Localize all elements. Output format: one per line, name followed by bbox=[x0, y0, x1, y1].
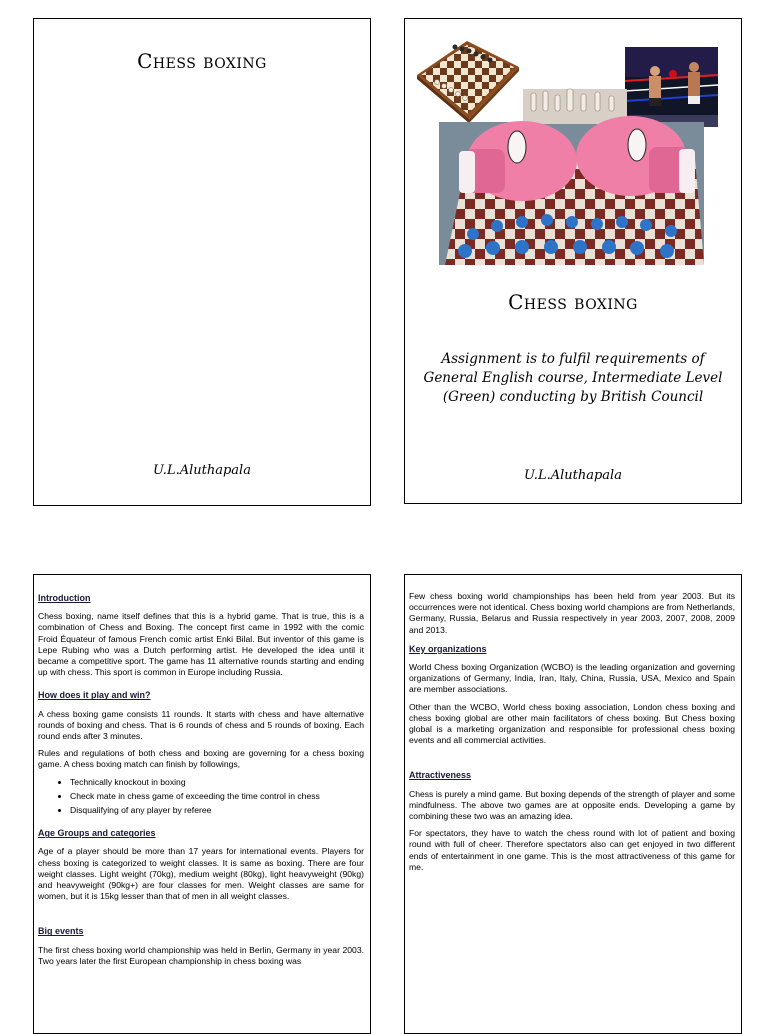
paragraph-rounds: A chess boxing game consists 11 rounds. It starts with chess and have alternative rounds of boxing and chess. That is 6 rounds of chess and 5 rounds of boxing. Each round ends after 3 minutes. bbox=[38, 708, 364, 742]
assignment-text: Assignment is to fulfil requirements of General English course, Intermediate Level (Green) conducting by British Council bbox=[423, 351, 723, 405]
cover-title: Chess boxing bbox=[137, 49, 267, 73]
paragraph-big-events: The first chess boxing world championship was held in Berlin, Germany in year 2003. Two years later the first European championship in chess boxing was bbox=[38, 944, 364, 966]
paragraph-other-organizations: Other than the WCBO, World chess boxing association, London chess boxing and chess boxing global are other main facilitators of chess boxing. But Chess boxing global is a marketing organization and responsible for professional chess boxing events and all commercial activities. bbox=[409, 701, 735, 746]
section-heading-big-events: Big events bbox=[38, 926, 84, 937]
paragraph-introduction: Chess boxing, name itself defines that this is a hybrid game. That is true, this is a combination of Chess and Boxing. The concept first came in 1992 with the comic Froid Équateur of famous French comic artist Enki Bilal. But inventor of this game is Lepe Rubing who was a Dutch performing artist. He developed the idea until it became a competitive sport. The game has 11 alternative rounds starting and ending up with chess. This sport is common in Europe including Russia. bbox=[38, 611, 364, 678]
paragraph-wcbo: World Chess boxing Organization (WCBO) is the leading organization and governing organizations of Germany, India, Iran, Italy, China, Russia, USA, Mexico and Spain are member associations. bbox=[409, 662, 735, 695]
win-conditions-list bbox=[38, 777, 364, 817]
chessboard-photo bbox=[417, 41, 519, 123]
section-heading-attractiveness: Attractiveness bbox=[409, 770, 472, 781]
paragraph-championships: Few chess boxing world championships has been held from year 2003. But its occurrences were not identical. Chess boxing world champions are from Netherlands, Germany, Russia, Belarus and Russia respectively in year 2003, 2007, 2008, 2009 and 2013. bbox=[409, 591, 735, 635]
cover-author: U.L.Aluthapala bbox=[524, 468, 622, 483]
paragraph-rules: Rules and regulations of both chess and boxing are governing for a chess boxing game. A chess boxing match can finish by followings, bbox=[38, 748, 364, 770]
paragraph-age-groups: Age of a player should be more than 17 years for international events. Players for chess boxing is categorized to weight classes. It is same as boxing. There are four weight classes. Light weight (70kg), medium weight (80kg), light heavyweight (90kg) and heavyweight (90kg+) are four classes for men. Weight classes are same for women, but it is 15kg lesser than that of men in all weight classes. bbox=[38, 846, 364, 902]
list-item: • Technically knockout in boxing bbox=[70, 777, 364, 788]
paragraph-mind-game: Chess is purely a mind game. But boxing depends of the strength of player and some mindfulness. The above two games are at opposite ends. Developing a game by combining these two was an amazing idea. bbox=[409, 788, 735, 822]
page-front-cover bbox=[404, 18, 742, 504]
paragraph-spectators: For spectators, they have to watch the chess round with lot of patient and boxing round with full of cheer. Therefore spectators also can get enjoyed in two different ends of entertainment in one game. This is the most attractiveness of this game for me. bbox=[409, 828, 735, 872]
cover-collage bbox=[405, 19, 741, 503]
cover-author: U.L.Aluthapala bbox=[153, 463, 251, 478]
section-heading-introduction: Introduction bbox=[38, 593, 91, 603]
boxing-match-photo bbox=[625, 47, 718, 127]
section-heading-organizations: Key organizations bbox=[409, 643, 487, 654]
section-heading-age-groups: Age Groups and categories bbox=[38, 828, 156, 839]
page-content-left bbox=[33, 574, 371, 1034]
content-column bbox=[38, 593, 364, 973]
list-item: • Check mate in chess game of exceeding the time control in chess bbox=[70, 791, 364, 802]
content-column bbox=[409, 591, 735, 879]
page-back-cover bbox=[33, 18, 371, 506]
cover-title: Chess boxing bbox=[508, 290, 638, 314]
page-content-right bbox=[404, 574, 742, 1034]
section-heading-play: How does it play and win? bbox=[38, 690, 151, 701]
list-item: • Disqualifying of any player by referee bbox=[70, 805, 364, 816]
